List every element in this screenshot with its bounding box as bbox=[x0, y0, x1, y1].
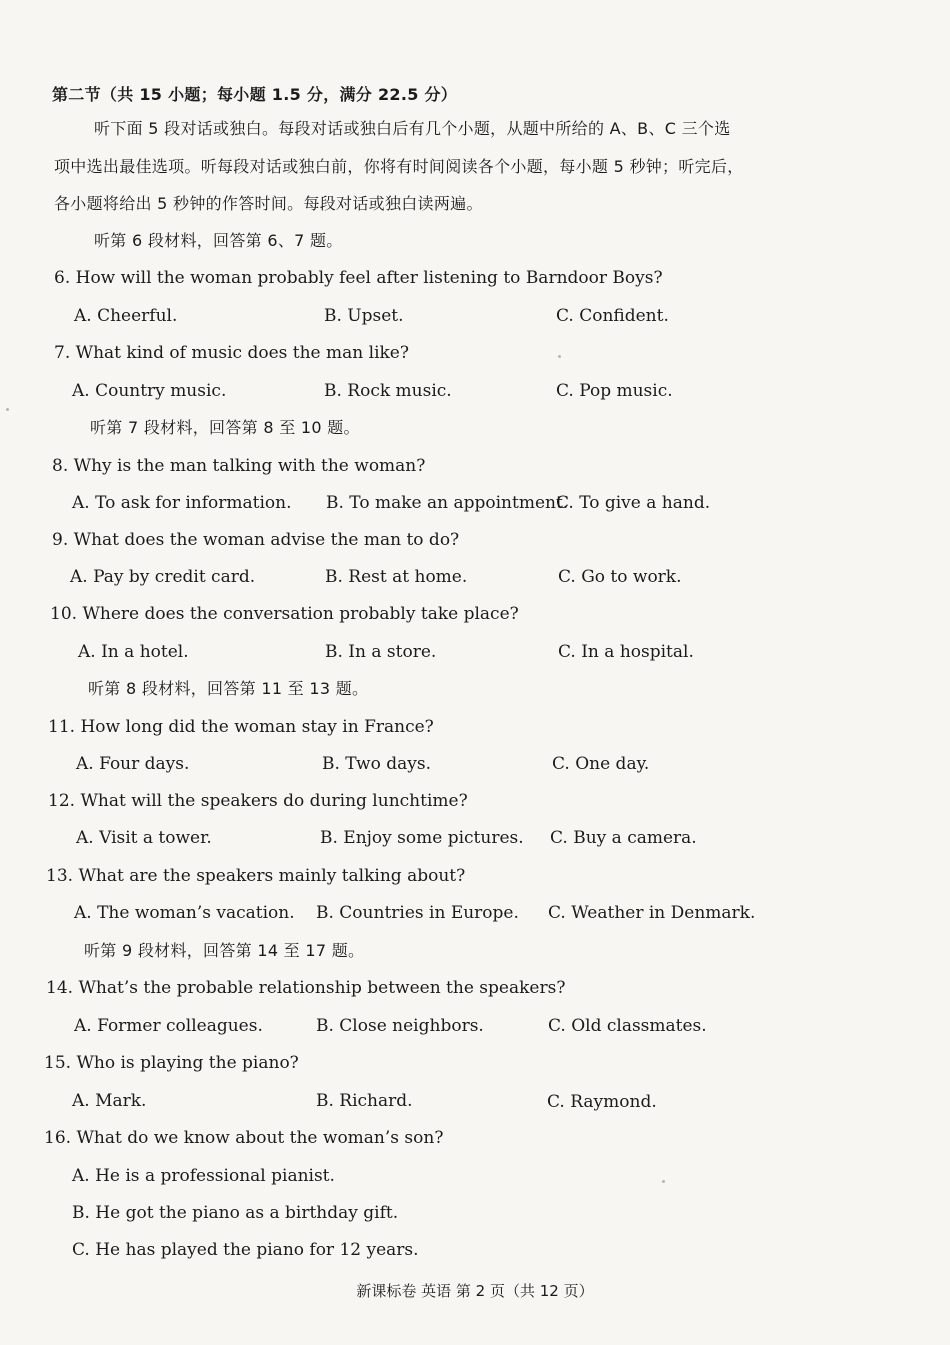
question-16-option-b[interactable]: B. He got the piano as a birthday gift. bbox=[72, 1203, 399, 1223]
question-12-option-c[interactable]: C. Buy a camera. bbox=[550, 828, 697, 848]
instructions-line-3: 各小题将给出 5 秒钟的作答时间。每段对话或独白读两遍。 bbox=[54, 194, 483, 213]
question-11-option-b[interactable]: B. Two days. bbox=[322, 754, 431, 774]
question-11-option-a[interactable]: A. Four days. bbox=[76, 754, 190, 774]
question-11-stem: 11. How long did the woman stay in France? bbox=[48, 717, 434, 737]
page-footer: 新课标卷 英语 第 2 页（共 12 页） bbox=[356, 1282, 594, 1300]
question-15-stem: 15. Who is playing the piano? bbox=[44, 1053, 299, 1073]
material-7-heading: 听第 7 段材料，回答第 8 至 10 题。 bbox=[90, 418, 360, 437]
question-13-stem: 13. What are the speakers mainly talking about? bbox=[46, 866, 466, 886]
question-9-option-b[interactable]: B. Rest at home. bbox=[325, 567, 468, 587]
question-16-option-c[interactable]: C. He has played the piano for 12 years. bbox=[72, 1240, 419, 1260]
scan-speck bbox=[558, 355, 561, 358]
material-6-heading: 听第 6 段材料，回答第 6、7 题。 bbox=[94, 231, 343, 250]
question-10-option-a[interactable]: A. In a hotel. bbox=[78, 642, 189, 662]
question-16-option-a[interactable]: A. He is a professional pianist. bbox=[72, 1166, 335, 1186]
instructions-line-1: 听下面 5 段对话或独白。每段对话或独白后有几个小题，从题中所给的 A、B、C 三个选 bbox=[94, 119, 731, 138]
question-6-stem: 6. How will the woman probably feel after listening to Barndoor Boys? bbox=[54, 268, 663, 288]
question-13-option-a[interactable]: A. The woman’s vacation. bbox=[74, 903, 295, 923]
question-11-option-c[interactable]: C. One day. bbox=[552, 754, 650, 774]
question-13-option-c[interactable]: C. Weather in Denmark. bbox=[548, 903, 756, 923]
question-8-option-c[interactable]: C. To give a hand. bbox=[556, 493, 711, 513]
material-8-heading: 听第 8 段材料，回答第 11 至 13 题。 bbox=[88, 679, 369, 698]
question-7-stem: 7. What kind of music does the man like? bbox=[54, 343, 409, 363]
question-8-option-a[interactable]: A. To ask for information. bbox=[72, 493, 292, 513]
instructions-line-2: 项中选出最佳选项。听每段对话或独白前，你将有时间阅读各个小题，每小题 5 秒钟；听完后， bbox=[54, 157, 744, 176]
question-6-option-b[interactable]: B. Upset. bbox=[324, 306, 404, 326]
question-14-option-c[interactable]: C. Old classmates. bbox=[548, 1016, 707, 1036]
question-14-stem: 14. What’s the probable relationship between the speakers? bbox=[46, 978, 566, 998]
question-14-option-b[interactable]: B. Close neighbors. bbox=[316, 1016, 484, 1036]
scan-speck bbox=[662, 1180, 665, 1183]
question-9-option-c[interactable]: C. Go to work. bbox=[558, 567, 682, 587]
question-12-option-b[interactable]: B. Enjoy some pictures. bbox=[320, 828, 524, 848]
question-14-option-a[interactable]: A. Former colleagues. bbox=[74, 1016, 263, 1036]
question-9-option-a[interactable]: A. Pay by credit card. bbox=[70, 567, 256, 587]
question-9-stem: 9. What does the woman advise the man to do? bbox=[52, 530, 460, 550]
question-6-option-c[interactable]: C. Confident. bbox=[556, 306, 669, 326]
question-12-option-a[interactable]: A. Visit a tower. bbox=[76, 828, 212, 848]
question-8-stem: 8. Why is the man talking with the woman? bbox=[52, 456, 426, 476]
question-15-option-c[interactable]: C. Raymond. bbox=[547, 1092, 657, 1112]
question-8-option-b[interactable]: B. To make an appointment. bbox=[326, 493, 569, 513]
question-7-option-a[interactable]: A. Country music. bbox=[72, 381, 227, 401]
question-10-option-b[interactable]: B. In a store. bbox=[325, 642, 437, 662]
question-15-option-a[interactable]: A. Mark. bbox=[72, 1091, 147, 1111]
question-10-stem: 10. Where does the conversation probably take place? bbox=[50, 604, 519, 624]
question-6-option-a[interactable]: A. Cheerful. bbox=[74, 306, 178, 326]
material-9-heading: 听第 9 段材料，回答第 14 至 17 题。 bbox=[84, 941, 365, 960]
question-7-option-b[interactable]: B. Rock music. bbox=[324, 381, 452, 401]
question-16-stem: 16. What do we know about the woman’s son? bbox=[44, 1128, 444, 1148]
question-15-option-b[interactable]: B. Richard. bbox=[316, 1091, 413, 1111]
question-10-option-c[interactable]: C. In a hospital. bbox=[558, 642, 694, 662]
question-12-stem: 12. What will the speakers do during lunchtime? bbox=[48, 791, 468, 811]
question-7-option-c[interactable]: C. Pop music. bbox=[556, 381, 673, 401]
question-13-option-b[interactable]: B. Countries in Europe. bbox=[316, 903, 519, 923]
scan-speck bbox=[6, 408, 9, 411]
section-header: 第二节（共 15 小题；每小题 1.5 分，满分 22.5 分） bbox=[52, 85, 458, 104]
